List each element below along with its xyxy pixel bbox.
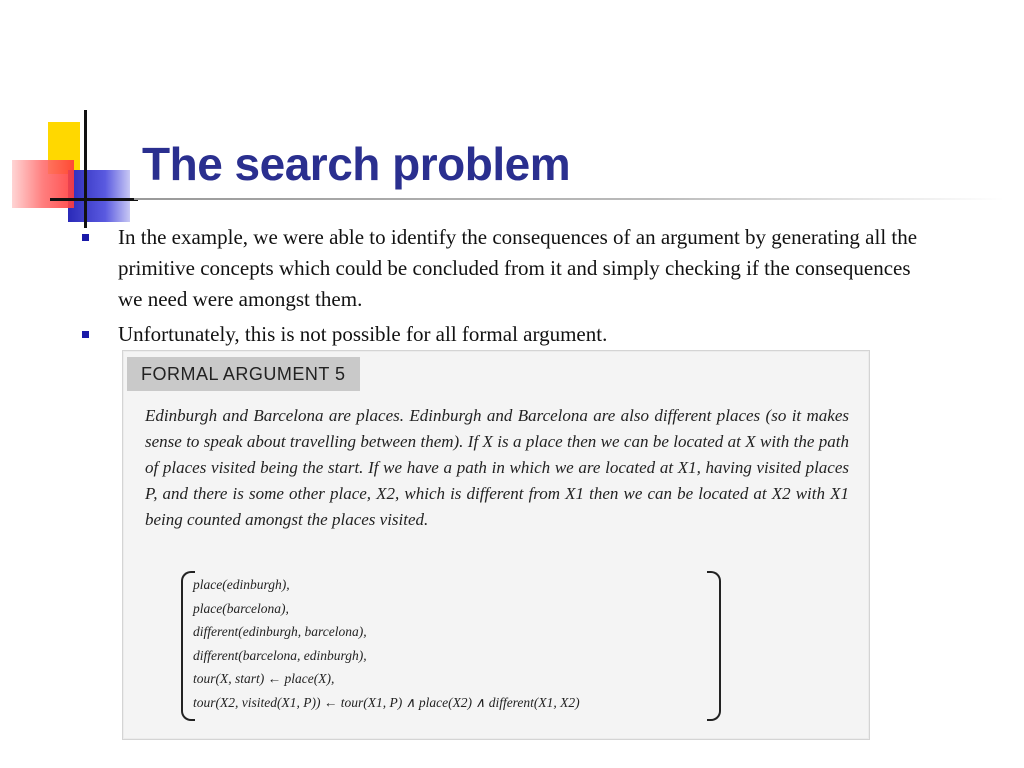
bullet-text: Unfortunately, this is not possible for all formal argument. <box>118 322 608 346</box>
bullet-item <box>80 319 930 350</box>
excerpt-paragraph: Edinburgh and Barcelona are places. Edinburgh and Barcelona are also different places (so it makes sense to speak about travelling between them). If X is a place then we can be located at X with the path of places visited being the start. If we have a path in which we are located at X1, having visited places P, and there is some other place, X2, which is different from X1 then we can be located at X2 with X1 being counted amongst the places visited. <box>145 406 849 529</box>
bullet-item <box>80 222 930 315</box>
excerpt-header: FORMAL ARGUMENT 5 <box>127 357 360 391</box>
bullet-list <box>80 222 930 354</box>
slide-title: The search problem <box>142 138 571 190</box>
formula-lines <box>193 573 580 714</box>
formal-argument-excerpt <box>122 350 870 740</box>
formula-line: different(edinburgh, barcelona), <box>193 624 367 639</box>
right-brace-icon <box>707 571 721 721</box>
formula-line: tour(X, start) ← place(X), <box>193 671 335 686</box>
bullet-square-icon <box>82 234 89 241</box>
logo-vertical-line <box>84 110 87 228</box>
slide-logo-icon <box>0 100 140 230</box>
formula-line: different(barcelona, edinburgh), <box>193 647 367 663</box>
formula-line: place(barcelona), <box>193 600 289 616</box>
formula-line: place(edinburgh), <box>193 577 290 592</box>
bullet-square-icon <box>82 331 89 338</box>
formula-line: tour(X2, visited(X1, P)) ← tour(X1, P) ∧ place(X2) ∧ different(X1, X2) <box>193 694 580 710</box>
bullet-text: In the example, we were able to identify the consequences of an argument by generating all the primitive concepts which could be concluded from it and simply checking if the consequences we need were amongst them. <box>118 225 918 311</box>
logo-blue-square <box>68 170 130 222</box>
title-divider <box>134 198 1004 200</box>
logo-horizontal-line <box>50 198 138 201</box>
formula-block <box>181 571 721 717</box>
